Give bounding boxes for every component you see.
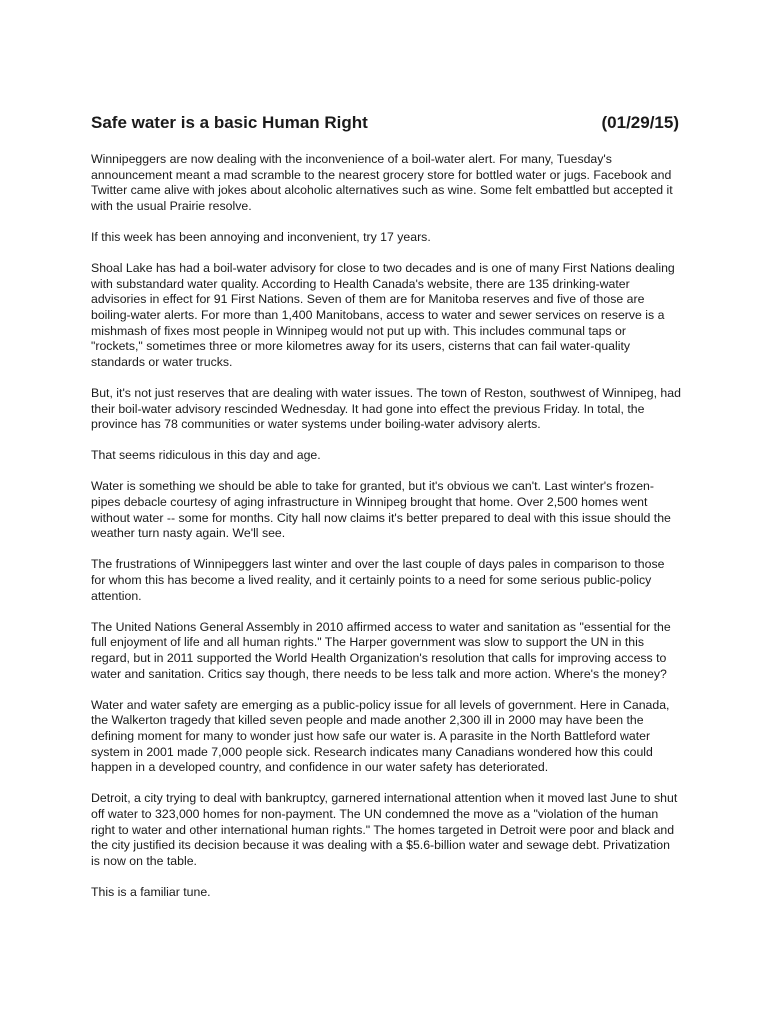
title-row — [91, 113, 681, 133]
paragraph: Detroit, a city trying to deal with bankruptcy, garnered international attention when it moved last June to shut off water to 323,000 homes for non-payment. The UN condemned the move as a "violation of the human right to water and other international human rights." The homes targeted in Detroit were poor and black and the city justified its decision because it was dealing with a $5.6-billion water and sewage debt. Privatization is now on the table. — [91, 791, 678, 868]
article-body — [91, 152, 681, 901]
document-page — [91, 113, 681, 916]
paragraph: Water is something we should be able to take for granted, but it's obvious we can't. Last winter's frozen-pipes debacle courtesy of aging infrastructure in Winnipeg brought that home. Over 2,500 homes went without water -- some for months. City hall now claims it's better prepared to deal with this issue should the weather turn nasty again. We'll see. — [91, 479, 671, 541]
paragraph: Shoal Lake has had a boil-water advisory for close to two decades and is one of many First Nations dealing with substandard water quality. According to Health Canada's website, there are 135 drinking-water advisories in effect for 91 First Nations. Seven of them are for Manitoba reserves and five of those are boiling-water alerts. For more than 1,400 Manitobans, access to water and sewer services on reserve is a mishmash of fixes most people in Winnipeg would not put up with. This includes communal taps or "rockets," sometimes three or more kilometres away for its users, cisterns that can fail water-quality standards or water trucks. — [91, 261, 675, 369]
article-title: Safe water is a basic Human Right — [91, 113, 368, 132]
paragraph: But, it's not just reserves that are dealing with water issues. The town of Reston, southwest of Winnipeg, had their boil-water advisory rescinded Wednesday. It had gone into effect the previous Friday. In total, the province has 78 communities or water systems under boiling-water advisory alerts. — [91, 385, 681, 432]
paragraph: Water and water safety are emerging as a public-policy issue for all levels of government. Here in Canada, the Walkerton tragedy that killed seven people and made another 2,300 ill in 2000 may have been the defining moment for many to wonder just how safe our water is. A parasite in the North Battleford water system in 2001 made 7,000 people sick. Research indicates many Canadians wondered how this could happen in a developed country, and confidence in our water safety has deteriorated. — [91, 697, 670, 775]
paragraph: Winnipeggers are now dealing with the inconvenience of a boil-water alert. For many, Tuesday's announcement meant a mad scramble to the nearest grocery store for bottled water or jugs. Facebook and Twitter came alive with jokes about alcoholic alternatives such as wine. Some felt embattled but accepted it with the usual Prairie resolve. — [91, 152, 673, 213]
paragraph: This is a familiar tune. — [91, 884, 211, 899]
paragraph: If this week has been annoying and inconvenient, try 17 years. — [91, 229, 431, 244]
paragraph: The United Nations General Assembly in 2010 affirmed access to water and sanitation as "essential for the full enjoyment of life and all human rights." The Harper government was slow to support the UN in this regard, but in 2011 supported the World Health Organization's resolution that calls for improving access to water and sanitation. Critics say though, there needs to be less talk and more action. Where's the money? — [91, 619, 671, 681]
paragraph: The frustrations of Winnipeggers last winter and over the last couple of days pales in comparison to those for whom this has become a lived reality, and it certainly points to a need for some serious public-policy attention. — [91, 557, 665, 603]
article-date: (01/29/15) — [601, 113, 679, 132]
paragraph: That seems ridiculous in this day and age. — [91, 448, 321, 463]
